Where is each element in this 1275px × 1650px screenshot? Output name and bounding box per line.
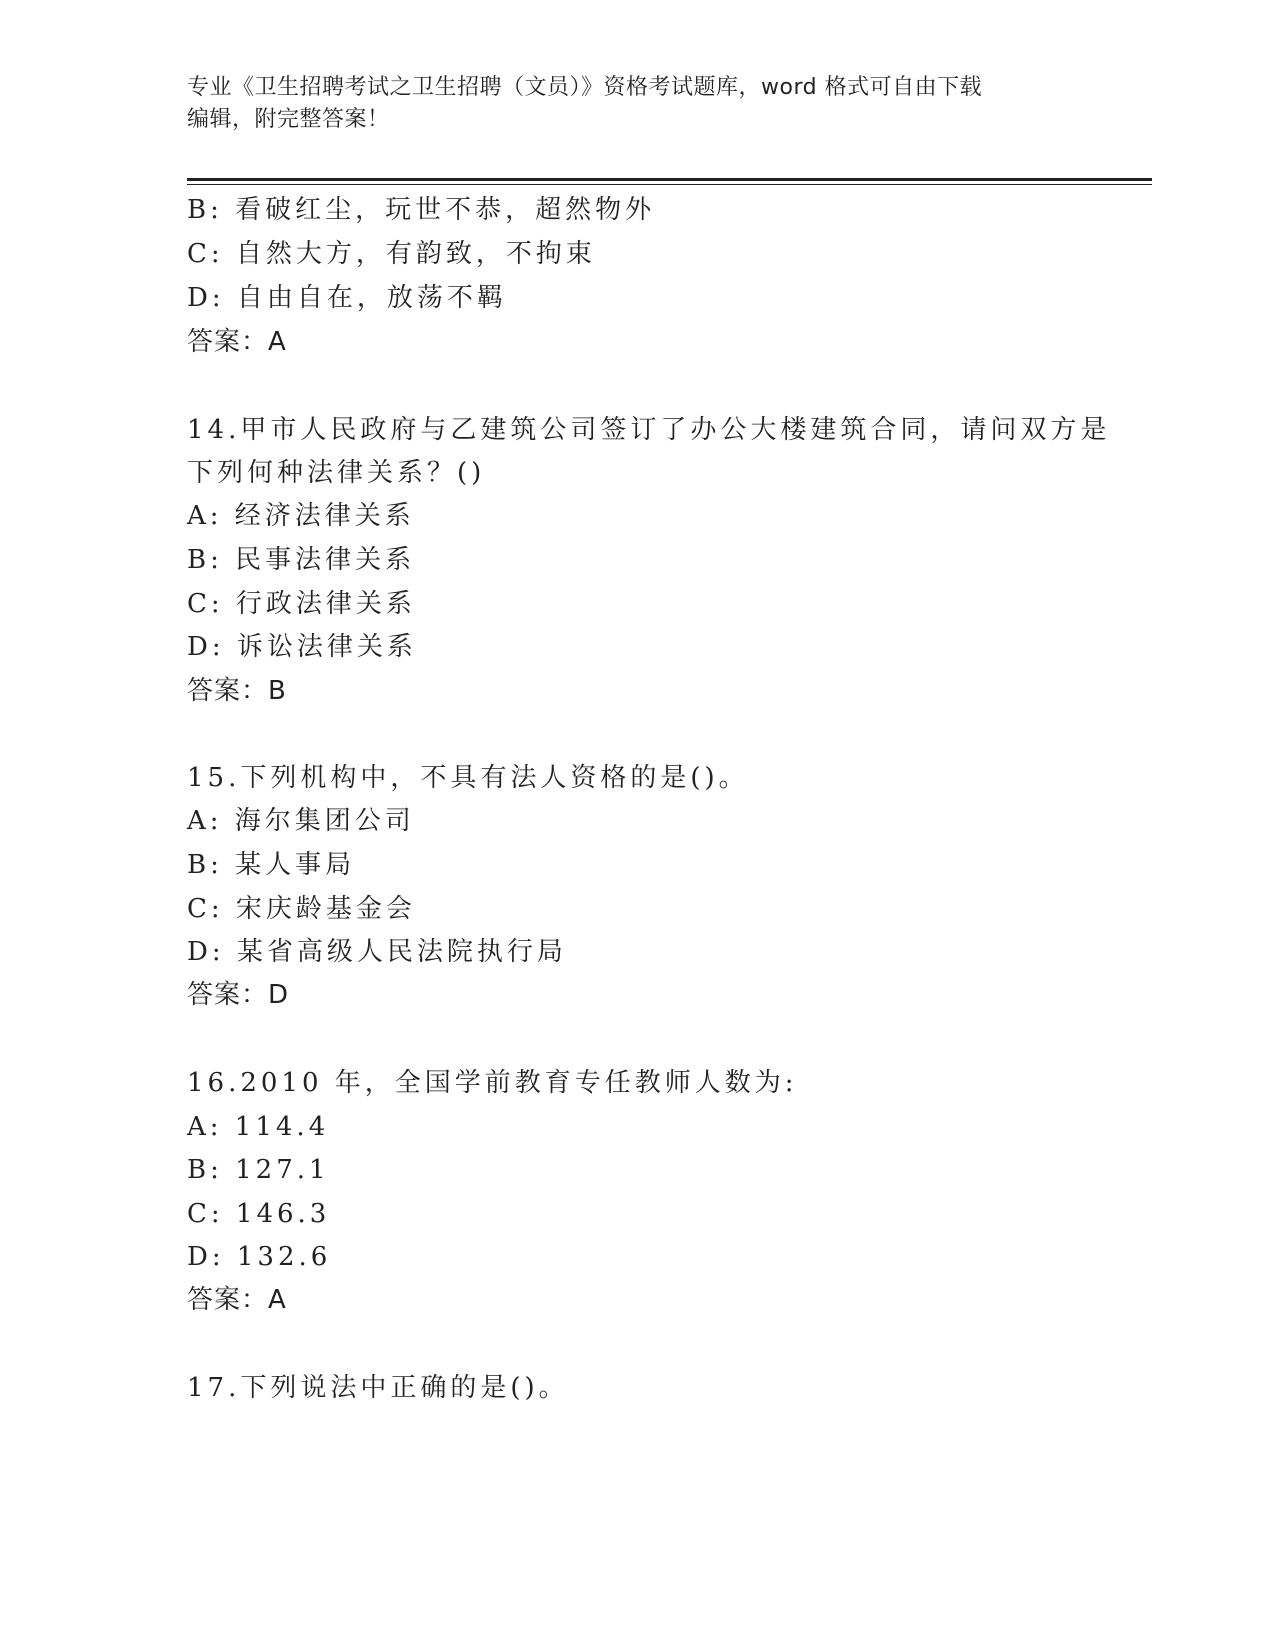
q15-answer: 答案：D	[187, 980, 290, 1010]
q14-answer: 答案：B	[187, 676, 287, 706]
document-header	[187, 72, 1087, 136]
q15-option-c: C: 宋庆龄基金会	[187, 894, 416, 924]
q14-option-b: B: 民事法律关系	[187, 545, 416, 575]
q14-stem-line-2: 下列何种法律关系？()	[187, 458, 486, 488]
header-line-2: 编辑，附完整答案！	[187, 107, 390, 132]
q14-option-a: A: 经济法律关系	[187, 501, 415, 531]
q16-option-b: B: 127.1	[187, 1155, 330, 1185]
q15-option-b: B: 某人事局	[187, 850, 356, 880]
q16-stem: 16.2010 年，全国学前教育专任教师人数为:	[187, 1068, 798, 1098]
header-line-1: 专业《卫生招聘考试之卫生招聘（文员）》资格考试题库，word 格式可自由下载	[187, 75, 983, 100]
q13-option-d: D: 自由自在，放荡不羁	[187, 283, 507, 313]
q15-stem: 15.下列机构中，不具有法人资格的是()。	[187, 763, 749, 793]
q16-option-c: C: 146.3	[187, 1199, 331, 1229]
q14-option-c: C: 行政法律关系	[187, 589, 416, 619]
q14-stem-line-1: 14.甲市人民政府与乙建筑公司签订了办公大楼建筑合同，请问双方是	[187, 415, 1111, 445]
q17-stem: 17.下列说法中正确的是()。	[187, 1373, 569, 1403]
header-divider-thick	[187, 178, 1152, 181]
q16-answer: 答案：A	[187, 1285, 287, 1315]
q13-option-b: B: 看破红尘，玩世不恭，超然物外	[187, 195, 656, 225]
q16-option-a: A: 114.4	[187, 1112, 330, 1142]
q13-answer: 答案：A	[187, 327, 287, 357]
q13-option-c: C: 自然大方，有韵致，不拘束	[187, 239, 596, 269]
q16-option-d: D: 132.6	[187, 1242, 332, 1272]
q15-option-d: D: 某省高级人民法院执行局	[187, 937, 567, 967]
q15-option-a: A: 海尔集团公司	[187, 806, 415, 836]
header-divider-thin	[187, 184, 1152, 185]
q14-option-d: D: 诉讼法律关系	[187, 632, 417, 662]
